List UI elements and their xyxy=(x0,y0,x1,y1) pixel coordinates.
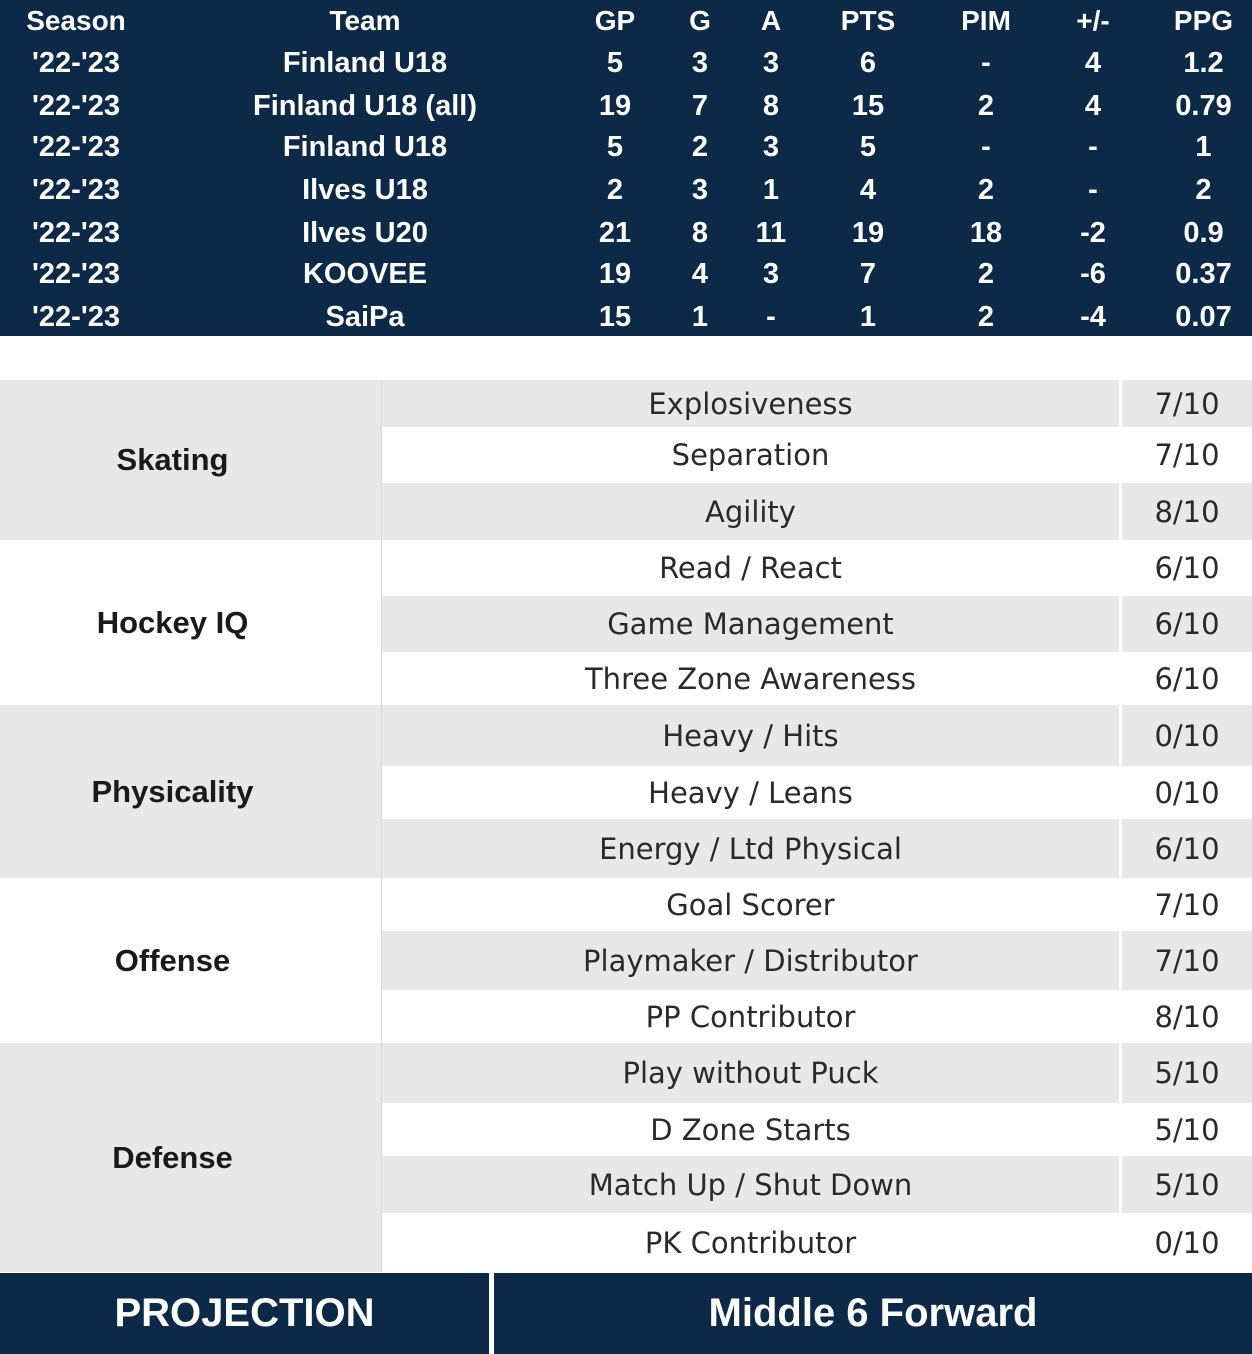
cell-ppg: 0.79 xyxy=(1175,90,1232,122)
rating-score: 8/10 xyxy=(1154,494,1220,529)
cell-gp: 21 xyxy=(598,217,632,249)
cell-team: KOOVEE xyxy=(302,258,428,290)
cell-gp: 2 xyxy=(606,174,624,206)
rating-row xyxy=(382,540,1252,596)
cell-ppg: 0.37 xyxy=(1175,258,1232,290)
cell-ppg: 0.9 xyxy=(1183,217,1224,249)
cell-a: 8 xyxy=(762,90,780,122)
cell-pts: 15 xyxy=(851,90,885,122)
category-label: Physicality xyxy=(91,773,254,809)
cell-gp: 5 xyxy=(606,47,624,79)
cell-pim: 2 xyxy=(977,258,995,290)
header-season: Season xyxy=(26,5,126,36)
header-g: G xyxy=(689,5,711,36)
table-row xyxy=(0,296,1252,338)
table-row xyxy=(0,212,1252,254)
cell-pts: 19 xyxy=(851,217,885,249)
rating-label: Match Up / Shut Down xyxy=(588,1167,913,1202)
rating-row xyxy=(382,1103,1252,1156)
rating-group-skating xyxy=(0,380,1252,540)
header-team: Team xyxy=(329,5,401,36)
cell-plus-minus: 4 xyxy=(1084,90,1102,122)
projection-value: Middle 6 Forward xyxy=(494,1273,1252,1354)
cell-pim: - xyxy=(981,47,991,79)
cell-pim: 2 xyxy=(977,174,995,206)
table-row xyxy=(0,169,1252,211)
rating-row xyxy=(382,652,1252,705)
rating-score: 5/10 xyxy=(1154,1112,1220,1147)
category-label: Hockey IQ xyxy=(96,604,249,640)
rating-label: Explosiveness xyxy=(648,386,853,421)
rating-row xyxy=(382,990,1252,1043)
cell-g: 8 xyxy=(691,217,709,249)
category-label: Offense xyxy=(114,942,231,978)
cell-season: '22-'23 xyxy=(32,301,120,333)
column-divider xyxy=(381,380,382,1272)
rating-label: PK Contributor xyxy=(644,1225,857,1260)
header-pts: PTS xyxy=(840,5,896,36)
cell-g: 3 xyxy=(691,174,709,206)
rating-row xyxy=(382,1043,1252,1103)
rating-row xyxy=(382,705,1252,766)
rating-score: 0/10 xyxy=(1154,775,1220,810)
rating-label: Heavy / Hits xyxy=(662,718,839,753)
rating-label: Agility xyxy=(705,494,796,529)
cell-g: 7 xyxy=(691,90,709,122)
cell-season: '22-'23 xyxy=(32,47,120,79)
cell-pts: 5 xyxy=(859,131,877,163)
cell-ppg: 0.07 xyxy=(1175,301,1232,333)
cell-pts: 7 xyxy=(859,258,877,290)
table-row xyxy=(0,85,1252,127)
stats-table xyxy=(0,0,1252,336)
cell-g: 2 xyxy=(691,131,709,163)
rating-group-defense xyxy=(0,1043,1252,1272)
cell-a: - xyxy=(766,301,776,333)
rating-row xyxy=(382,766,1252,819)
header-gp: GP xyxy=(594,5,636,36)
cell-plus-minus: - xyxy=(1088,131,1098,163)
cell-pim: 18 xyxy=(969,217,1003,249)
rating-label: Game Management xyxy=(607,607,894,641)
cell-ppg: 2 xyxy=(1195,174,1212,206)
cell-season: '22-'23 xyxy=(32,131,120,163)
header-pim: PIM xyxy=(961,5,1011,36)
cell-a: 3 xyxy=(762,131,780,163)
rating-label: D Zone Starts xyxy=(650,1112,851,1147)
rating-label: Three Zone Awareness xyxy=(584,661,917,696)
cell-plus-minus: 4 xyxy=(1084,47,1102,79)
rating-group-physicality xyxy=(0,705,1252,878)
rating-row xyxy=(382,427,1252,483)
cell-team: Finland U18 (all) xyxy=(253,90,477,122)
category-label: Defense xyxy=(112,1139,233,1175)
cell-gp: 15 xyxy=(598,301,632,333)
rating-group-offense xyxy=(0,878,1252,1043)
cell-team: Finland U18 xyxy=(282,131,448,163)
rating-score: 6/10 xyxy=(1154,551,1220,585)
cell-season: '22-'23 xyxy=(32,90,120,122)
rating-label: Goal Scorer xyxy=(666,887,835,922)
cell-a: 1 xyxy=(762,174,780,206)
cell-season: '22-'23 xyxy=(32,258,120,290)
rating-score: 6/10 xyxy=(1154,607,1220,641)
rating-label: Playmaker / Distributor xyxy=(583,943,918,978)
cell-season: '22-'23 xyxy=(32,217,120,249)
rating-score: 7/10 xyxy=(1154,438,1220,472)
cell-ppg: 1 xyxy=(1195,131,1212,163)
table-row xyxy=(0,42,1252,84)
cell-plus-minus: -2 xyxy=(1080,217,1106,249)
rating-label: Play without Puck xyxy=(622,1056,879,1090)
rating-score: 0/10 xyxy=(1154,718,1220,753)
cell-pts: 6 xyxy=(859,47,877,79)
cell-pts: 1 xyxy=(859,301,877,333)
cell-season: '22-'23 xyxy=(32,174,120,206)
cell-a: 3 xyxy=(762,47,780,79)
table-row xyxy=(0,126,1252,168)
stats-header-row xyxy=(0,0,1252,42)
rating-label: Energy / Ltd Physical xyxy=(599,831,902,866)
rating-group-hockey-iq xyxy=(0,540,1252,705)
cell-plus-minus: -4 xyxy=(1080,301,1106,333)
rating-score: 7/10 xyxy=(1154,386,1220,421)
rating-score: 5/10 xyxy=(1154,1167,1220,1202)
category-label: Skating xyxy=(116,442,229,477)
projection-label: PROJECTION xyxy=(0,1273,489,1354)
cell-team: Finland U18 xyxy=(282,47,448,79)
rating-row xyxy=(382,878,1252,931)
cell-pts: 4 xyxy=(859,174,877,206)
cell-g: 3 xyxy=(691,47,709,79)
cell-gp: 19 xyxy=(598,258,632,290)
cell-g: 1 xyxy=(691,301,709,333)
rating-row xyxy=(382,1213,1252,1272)
cell-plus-minus: -6 xyxy=(1080,258,1106,290)
cell-team: Ilves U20 xyxy=(302,217,428,249)
rating-row xyxy=(382,819,1252,878)
table-row xyxy=(0,253,1252,295)
rating-row xyxy=(382,931,1252,990)
rating-score: 5/10 xyxy=(1154,1056,1220,1090)
rating-row xyxy=(382,1156,1252,1213)
rating-score: 6/10 xyxy=(1154,831,1220,866)
rating-label: Heavy / Leans xyxy=(648,775,853,810)
rating-score: 6/10 xyxy=(1154,661,1220,696)
rating-score: 0/10 xyxy=(1154,1225,1220,1260)
cell-plus-minus: - xyxy=(1088,174,1098,206)
header-a: A xyxy=(760,5,782,36)
cell-g: 4 xyxy=(691,258,709,290)
cell-gp: 5 xyxy=(606,131,624,163)
header-plus-minus: +/- xyxy=(1076,5,1110,36)
rating-row xyxy=(382,596,1252,652)
rating-label: Separation xyxy=(671,438,830,472)
cell-a: 11 xyxy=(755,217,787,249)
cell-gp: 19 xyxy=(598,90,632,122)
cell-a: 3 xyxy=(762,258,780,290)
rating-label: PP Contributor xyxy=(645,999,856,1034)
rating-score: 7/10 xyxy=(1154,887,1220,922)
cell-team: Ilves U18 xyxy=(302,174,428,206)
cell-team: SaiPa xyxy=(325,301,405,333)
rating-row xyxy=(382,483,1252,540)
cell-pim: - xyxy=(981,131,991,163)
cell-pim: 2 xyxy=(977,301,995,333)
cell-ppg: 1.2 xyxy=(1183,47,1224,79)
rating-score: 8/10 xyxy=(1154,999,1220,1034)
rating-score: 7/10 xyxy=(1154,943,1220,978)
rating-label: Read / React xyxy=(659,551,842,585)
header-ppg: PPG xyxy=(1173,5,1234,36)
rating-row xyxy=(382,380,1252,427)
cell-pim: 2 xyxy=(977,90,995,122)
